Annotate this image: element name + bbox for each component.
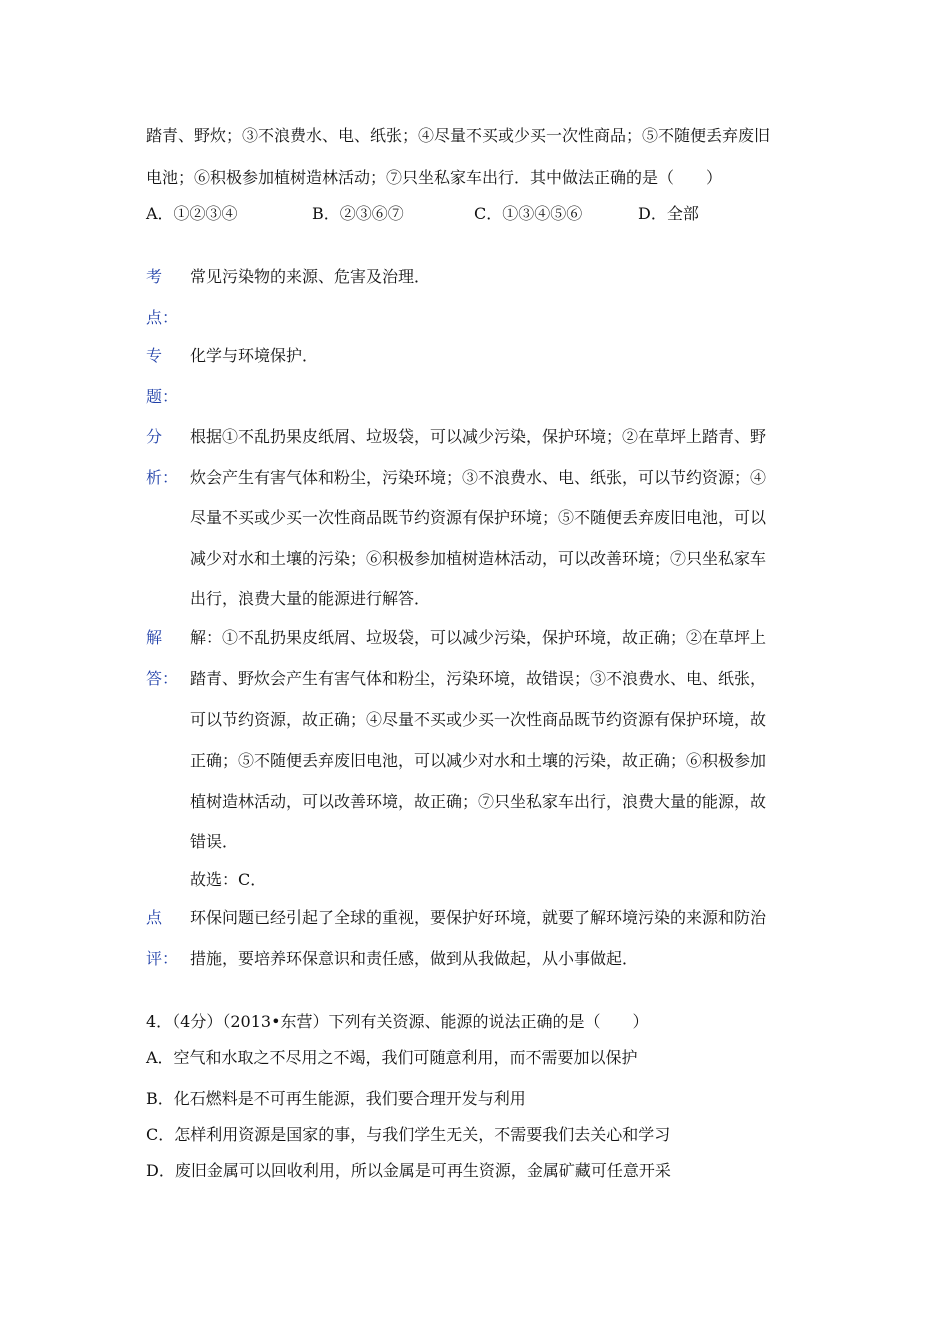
jieda-line: 解：①不乱扔果皮纸屑、垃圾袋，可以减少污染，保护环境，故正确；②在草坪上 (190, 628, 767, 647)
option-b: B．②③⑥⑦ (312, 204, 404, 223)
dianping-line: 措施，要培养环保意识和责任感，做到从我做起，从小事做起． (190, 949, 639, 968)
dianping-line: 环保问题已经引起了全球的重视，要保护好环境，就要了解环境污染的来源和防治 (190, 908, 767, 927)
jieda-line: 可以节约资源，故正确；④尽量不买或少买一次性商品既节约资源有保护环境，故 (190, 710, 767, 729)
fenxi-label: 析： (146, 468, 179, 487)
question-4-stem: 4．（4分）（2013•东营）下列有关资源、能源的说法正确的是（ ） (146, 1012, 649, 1031)
option-d: D．全部 (638, 204, 699, 223)
option-a: A．①②③④ (146, 204, 238, 223)
question-4-option-a: A．空气和水取之不尽用之不竭，我们可随意利用，而不需要加以保护 (146, 1048, 638, 1067)
zhuanti-label: 专 (146, 346, 163, 365)
fenxi-line: 减少对水和土壤的污染；⑥积极参加植树造林活动，可以改善环境；⑦只坐私家车 (190, 549, 767, 568)
jieda-label: 解 (146, 628, 163, 647)
jieda-line: 正确；⑤不随便丢弃废旧电池，可以减少对水和土壤的污染，故正确；⑥积极参加 (190, 751, 767, 770)
fenxi-line: 根据①不乱扔果皮纸屑、垃圾袋，可以减少污染，保护环境；②在草坪上踏青、野 (190, 427, 767, 446)
question-text-line: 踏青、野炊；③不浪费水、电、纸张；④尽量不买或少买一次性商品；⑤不随便丢弃废旧 (146, 126, 771, 145)
dianping-label: 点 (146, 908, 163, 927)
jieda-line: 植树造林活动，可以改善环境，故正确；⑦只坐私家车出行，浪费大量的能源，故 (190, 792, 767, 811)
dianping-label: 评： (146, 949, 179, 968)
kaodian-label: 点： (146, 308, 179, 327)
fenxi-line: 尽量不买或少买一次性商品既节约资源有保护环境；⑤不随便丢弃废旧电池，可以 (190, 508, 767, 527)
fenxi-label: 分 (146, 427, 163, 446)
kaodian-label: 考 (146, 267, 163, 286)
jieda-label: 答： (146, 669, 179, 688)
zhuanti-label: 题： (146, 387, 179, 406)
kaodian-text: 常见污染物的来源、危害及治理． (190, 267, 431, 286)
zhuanti-text: 化学与环境保护． (190, 346, 319, 365)
fenxi-line: 出行，浪费大量的能源进行解答． (190, 589, 431, 608)
jieda-line: 错误． (190, 832, 239, 851)
question-4-option-c: C．怎样利用资源是国家的事，与我们学生无关，不需要我们去关心和学习 (146, 1125, 671, 1144)
jieda-line: 踏青、野炊会产生有害气体和粉尘，污染环境，故错误；③不浪费水、电、纸张， (190, 669, 767, 688)
option-c: C．①③④⑤⑥ (474, 204, 583, 223)
question-text-line: 电池；⑥积极参加植树造林活动；⑦只坐私家车出行．其中做法正确的是（ ） (146, 168, 723, 187)
question-4-option-b: B．化石燃料是不可再生能源，我们要合理开发与利用 (146, 1089, 526, 1108)
fenxi-line: 炊会产生有害气体和粉尘，污染环境；③不浪费水、电、纸张，可以节约资源；④ (190, 468, 767, 487)
jieda-answer: 故选：C． (190, 870, 267, 889)
question-4-option-d: D．废旧金属可以回收利用，所以金属是可再生资源，金属矿藏可任意开采 (146, 1161, 671, 1180)
